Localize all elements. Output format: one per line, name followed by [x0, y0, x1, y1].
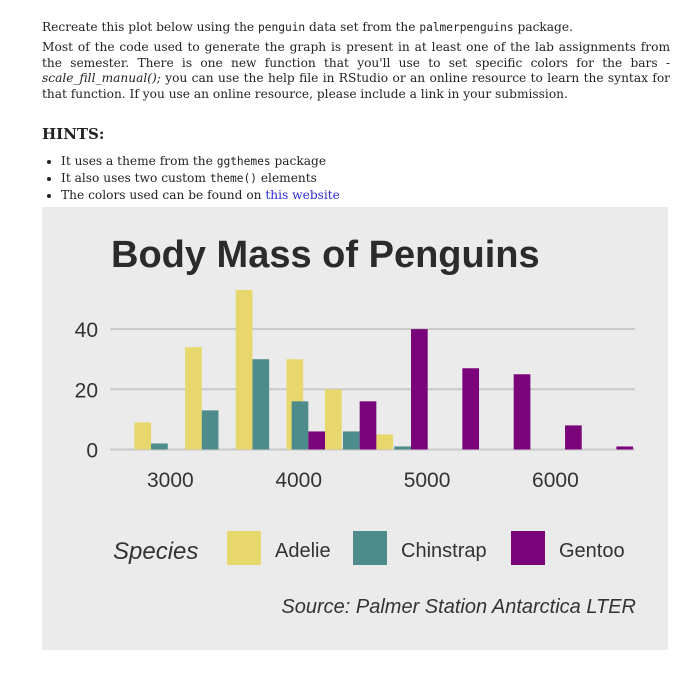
intro-paragraph — [42, 20, 573, 35]
y-tick-label: 40 — [74, 319, 98, 343]
x-tick-label: 6000 — [532, 469, 579, 492]
x-tick-label: 5000 — [403, 469, 451, 492]
legend-key-adelie — [227, 531, 261, 565]
chart-caption: Source: Palmer Station Antarctica LTER — [281, 596, 636, 618]
bar-chinstrap — [343, 431, 360, 449]
legend-key-gentoo — [511, 531, 545, 565]
chart-panel — [42, 207, 668, 650]
bar-adelie — [134, 422, 151, 449]
bar-adelie — [185, 347, 202, 449]
bar-adelie — [236, 290, 253, 449]
chart-title: Body Mass of Penguins — [111, 234, 540, 276]
bar-chinstrap — [252, 359, 269, 449]
bar-chinstrap — [202, 410, 219, 449]
bar-gentoo — [308, 431, 325, 449]
legend-title: Species — [113, 538, 199, 565]
hints-list — [42, 153, 340, 203]
bar-chinstrap — [292, 401, 309, 449]
hint-item — [61, 187, 340, 203]
bar-gentoo — [616, 446, 633, 449]
instructions-text: Most of the code used to generate the graph is present in at least one of the lab assignments from the semester. There is one new function that you'll use to set specific colors for the bars - — [42, 40, 670, 70]
y-tick-label: 20 — [74, 379, 98, 403]
bar-adelie — [376, 434, 393, 449]
instructions-text-2: you can use the help file in RStudio or an online resource to learn the syntax for that function. If you use an online resource, please include a link in your submission. — [42, 71, 670, 101]
histogram-chart — [42, 207, 668, 650]
legend — [227, 531, 625, 565]
hint-text: It also uses two custom — [61, 171, 210, 185]
legend-label-chinstrap: Chinstrap — [401, 540, 487, 562]
legend-label-gentoo: Gentoo — [559, 540, 625, 562]
hint-code: ggthemes — [216, 155, 271, 168]
bar-gentoo — [514, 374, 531, 449]
bar-adelie — [325, 389, 342, 449]
hint-text: It uses a theme from the — [61, 154, 217, 168]
bar-gentoo — [411, 329, 428, 449]
bar-gentoo — [360, 401, 377, 449]
bar-chinstrap — [394, 446, 411, 449]
legend-label-adelie: Adelie — [275, 540, 331, 562]
hint-item — [61, 153, 340, 170]
hints-heading: HINTS: — [42, 125, 105, 143]
bar-gentoo — [565, 425, 582, 449]
y-tick-label: 0 — [86, 439, 98, 463]
intro-text-2: data set from the — [305, 20, 420, 34]
colors-website-link[interactable]: this website — [265, 188, 340, 202]
bar-gentoo — [462, 368, 479, 449]
hint-text: The colors used can be found on — [61, 188, 266, 202]
bar-chinstrap — [151, 443, 168, 449]
intro-text: Recreate this plot below using the — [42, 20, 259, 34]
legend-key-chinstrap — [353, 531, 387, 565]
x-tick-label: 4000 — [275, 469, 323, 492]
intro-text-3: package. — [513, 20, 573, 34]
hint-text: elements — [256, 171, 317, 185]
x-tick-label: 3000 — [146, 469, 194, 492]
dataset-code: penguin — [258, 21, 306, 34]
hint-code: theme() — [209, 172, 257, 185]
hint-item — [61, 170, 340, 187]
instructions-paragraph — [42, 40, 670, 102]
hint-text: package — [270, 154, 327, 168]
bars — [134, 290, 633, 449]
package-code: palmerpenguins — [419, 21, 514, 34]
function-name: scale_fill_manual(); — [42, 71, 161, 85]
